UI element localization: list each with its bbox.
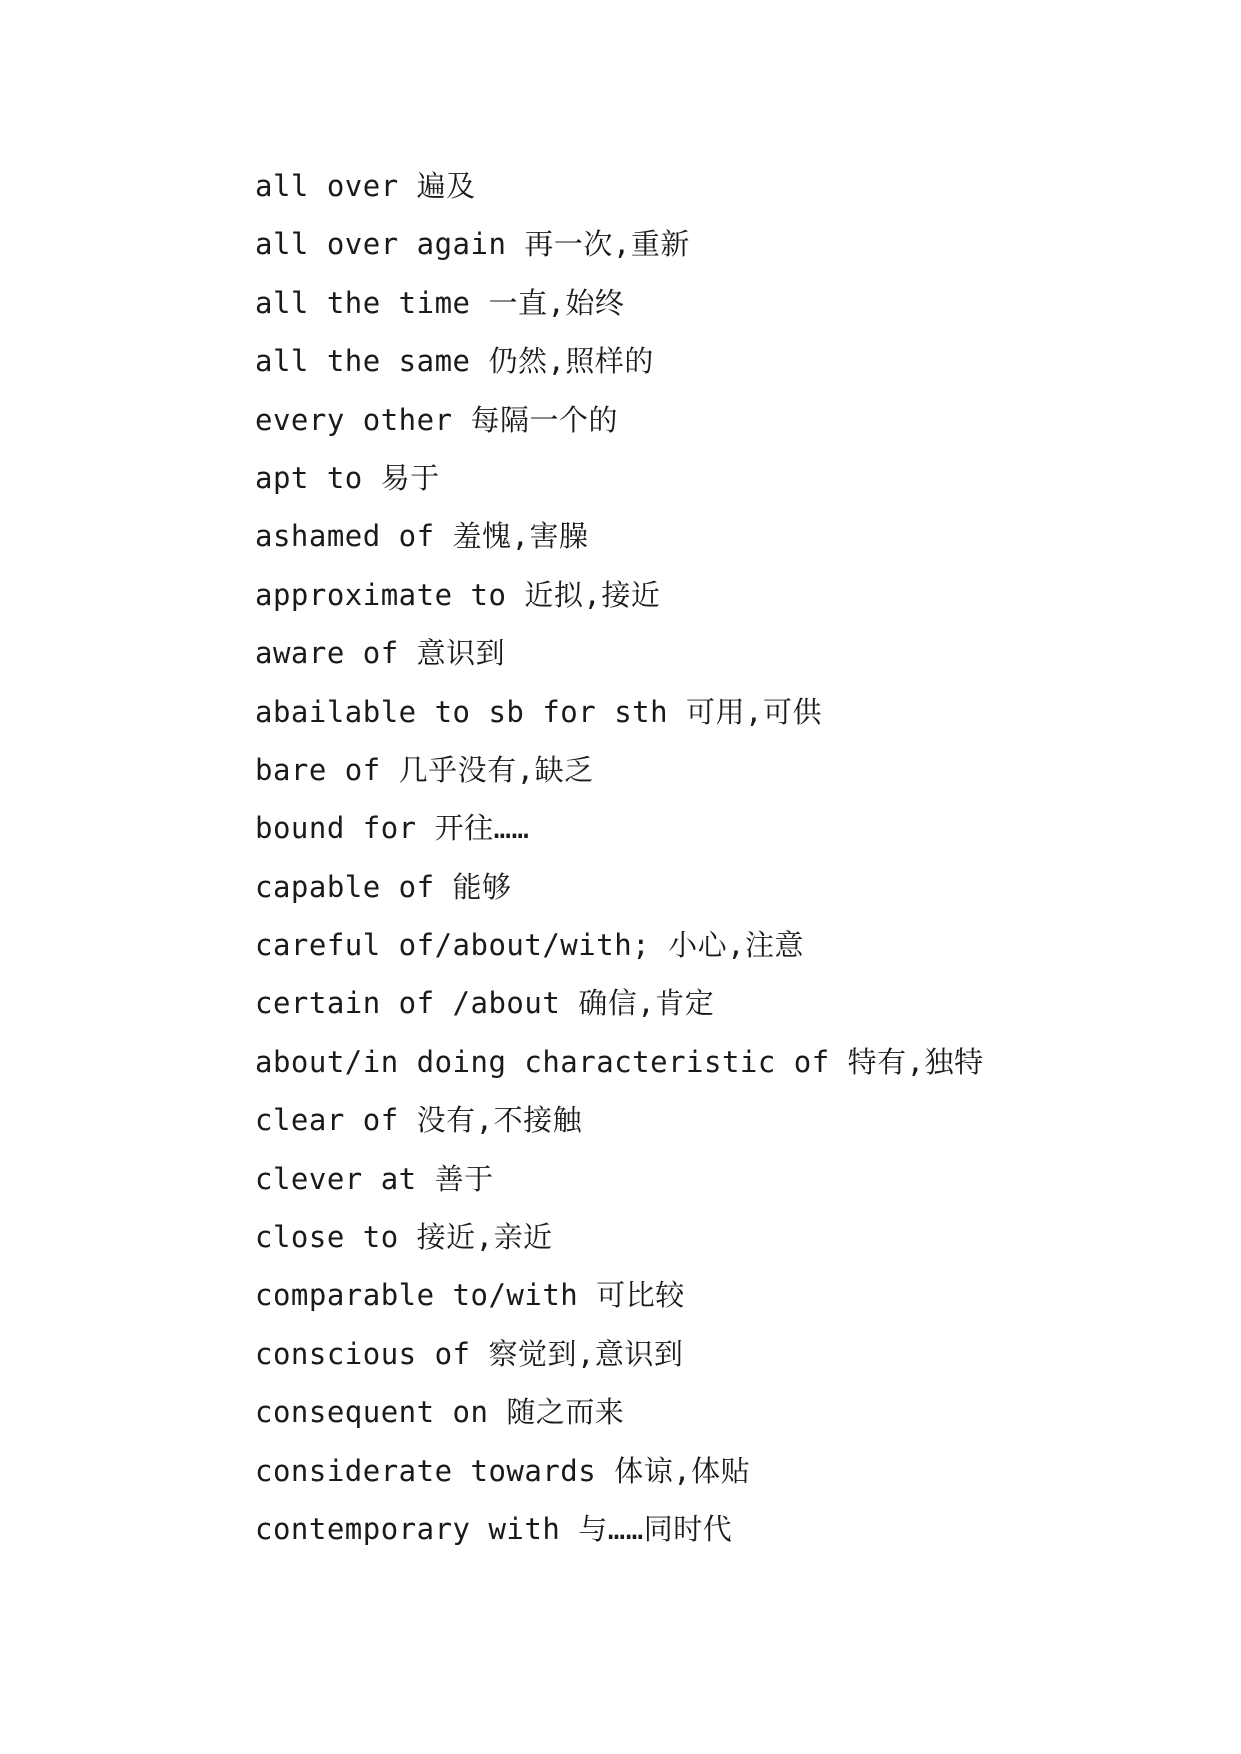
phrase-line: close to 接近,亲近 [255,1220,553,1255]
phrase-line: clever at 善于 [255,1161,494,1196]
phrase-line: all over 遍及 [255,169,476,203]
phrase-line: conscious of 察觉到,意识到 [255,1336,684,1371]
phrase-line: clear of 没有,不接触 [255,1103,583,1138]
phrase-line: all over again 再一次,重新 [255,227,690,262]
phrase-line: contemporary with 与……同时代 [255,1511,733,1546]
phrase-line: capable of 能够 [255,869,512,904]
phrase-line: careful of/about/with; 小心,注意 [255,928,805,963]
phrase-line: aware of 意识到 [255,636,506,671]
phrase-line: approximate to 近拟,接近 [255,577,661,612]
phrase-line: bound for 开往…… [255,811,530,846]
phrase-line: every other 每隔一个的 [255,402,619,437]
phrase-line: comparable to/with 可比较 [255,1278,685,1313]
phrase-line: abailable to sb for sth 可用,可供 [255,694,822,729]
phrase-line: certain of /about 确信,肯定 [255,986,715,1021]
phrase-line: all the same 仍然,照样的 [255,344,654,379]
phrase-line: consequent on 随之而来 [255,1395,625,1430]
phrase-line: all the time 一直,始终 [255,285,625,320]
phrase-line: considerate towards 体谅,体贴 [255,1453,751,1488]
phrase-line: about/in doing characteristic of 特有,独特 [255,1044,984,1079]
phrase-list [255,164,984,1565]
phrase-line: bare of 几乎没有,缺乏 [255,752,594,787]
phrase-line: ashamed of 羞愧,害臊 [255,519,589,554]
phrase-line: apt to 易于 [255,460,440,495]
